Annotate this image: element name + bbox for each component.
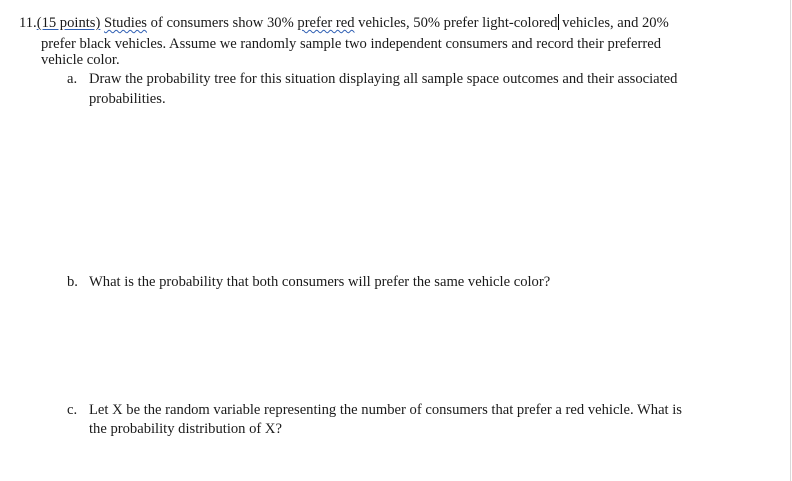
question-11-line-2: prefer black vehicles. Assume we randomly sample two independent consumers and record their preferred [41,36,662,52]
page-edge-divider [790,0,791,481]
spellcheck-prefer-red[interactable]: prefer red [297,15,355,31]
part-b-line-1: What is the probability that both consumers will prefer the same vehicle color? [89,274,551,290]
part-c-label: c. [67,402,78,418]
part-c-line-2: the probability distribution of X? [89,421,282,437]
part-a-line-2: probabilities. [89,91,166,107]
question-text-1b: vehicles, 50% prefer light-colored [354,15,558,31]
question-points: (15 points) [36,15,101,31]
question-11-line-3: vehicle color. [41,52,120,68]
question-11-line-1 [19,14,669,32]
question-text-1a: of consumers show 30% [147,15,298,31]
part-a-label: a. [67,71,78,87]
spellcheck-studies[interactable]: Studies [104,15,147,31]
part-b-label: b. [67,274,78,290]
question-text-1c: vehicles, and 20% [558,15,669,31]
question-number: 11. [19,15,37,31]
part-a-line-1: Draw the probability tree for this situation displaying all sample space outcomes and their associated [89,71,678,87]
part-c-line-1: Let X be the random variable representing the number of consumers that prefer a red vehicle. What is [89,402,682,418]
